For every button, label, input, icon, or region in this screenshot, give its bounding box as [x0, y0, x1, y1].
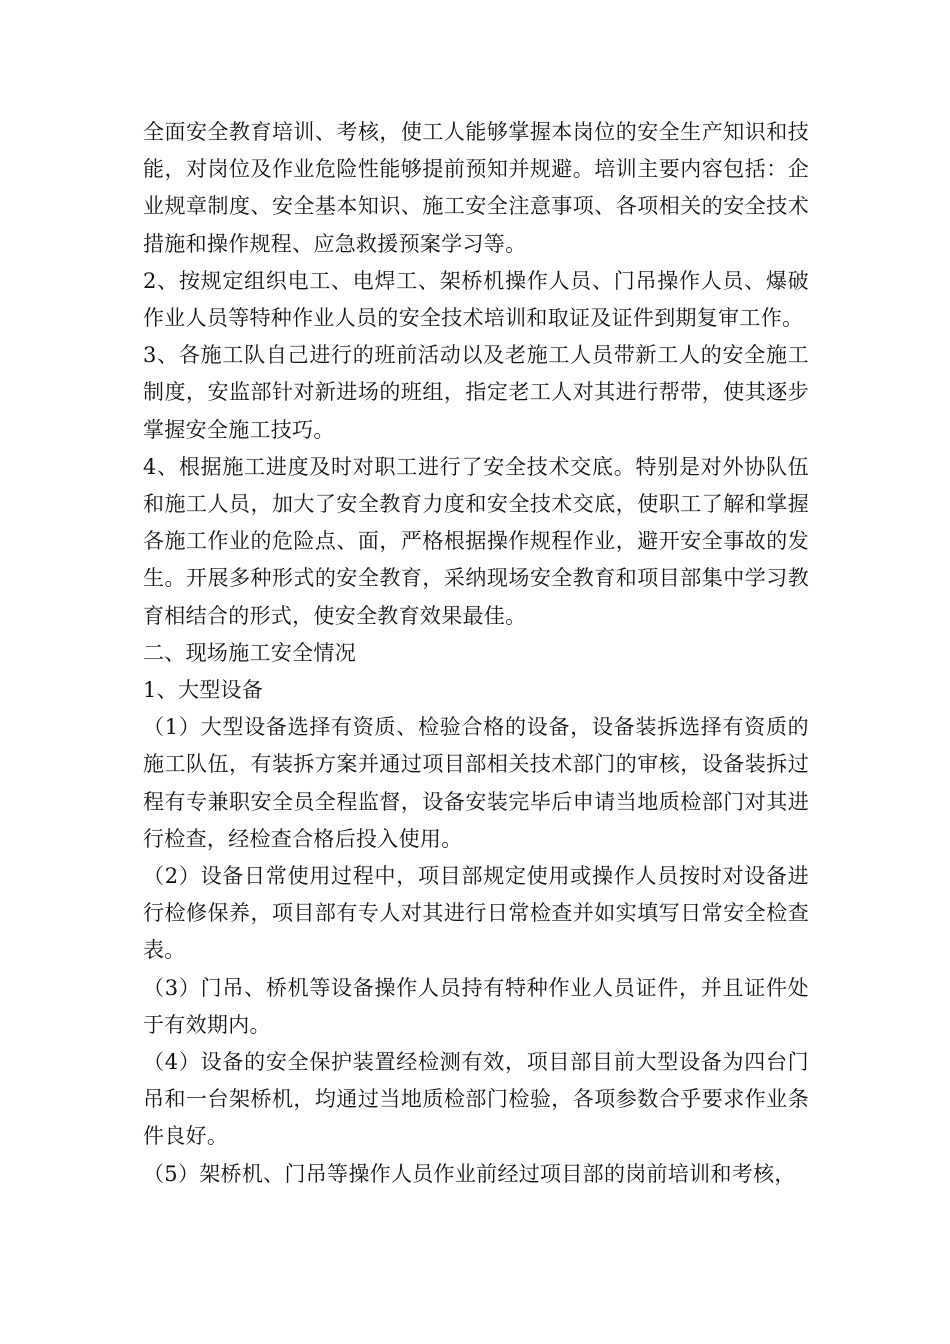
- section-heading-site-safety: 二、现场施工安全情况: [143, 640, 356, 665]
- paragraph-technical-briefing: 4、根据施工进度及时对职工进行了安全技术交底。特别是对外协队伍和施工人员，加大了安全教育力度和安全技术交底，使职工了解和掌握各施工作业的危险点、面，严格根据操作规程作业，避开安全事故的发生。开展多种形式的安全教育，采纳现场安全教育和项目部集中学习教育相结合的形式，使安全教育效果最佳。: [143, 454, 809, 628]
- paragraph-special-worker-training: 2、按规定组织电工、电焊工、架桥机操作人员、门吊操作人员、爆破作业人员等特种作业人员的安全技术培训和取证及证件到期复审工作。: [143, 268, 809, 331]
- paragraph-equipment-item-2: （2）设备日常使用过程中，项目部规定使用或操作人员按时对设备进行检修保养，项目部有专人对其进行日常检查并如实填写日常安全检查表。: [143, 864, 809, 963]
- paragraph-pre-shift-activities: 3、各施工队自己进行的班前活动以及老施工人员带新工人的安全施工制度，安监部针对新进场的班组，指定老工人对其进行帮带，使其逐步掌握安全施工技巧。: [143, 343, 809, 442]
- paragraph-equipment-item-3: （3）门吊、桥机等设备操作人员持有特种作业人员证件，并且证件处于有效期内。: [143, 975, 809, 1037]
- document-body: [143, 114, 809, 1193]
- paragraph-equipment-item-5: （5）架桥机、门吊等操作人员作业前经过项目部的岗前培训和考核，: [143, 1161, 796, 1186]
- subsection-heading-large-equipment: 1、大型设备: [143, 678, 264, 703]
- paragraph-training-content: 全面安全教育培训、考核，使工人能够掌握本岗位的安全生产知识和技能，对岗位及作业危险性能够提前预知并规避。培训主要内容包括：企业规章制度、安全基本知识、施工安全注意事项、各项相关的安全技术措施和操作规程、应急救援预案学习等。: [143, 120, 809, 256]
- paragraph-equipment-item-1: （1）大型设备选择有资质、检验合格的设备，设备装拆选择有资质的施工队伍，有装拆方案并通过项目部相关技术部门的审核，设备装拆过程有专兼职安全员全程监督，设备安装完毕后申请当地质检部门对其进行检查，经检查合格后投入使用。: [143, 715, 809, 851]
- paragraph-equipment-item-4: （4）设备的安全保护装置经检测有效，项目部目前大型设备为四台门吊和一台架桥机，均通过当地质检部门检验，各项参数合乎要求作业条件良好。: [143, 1050, 809, 1149]
